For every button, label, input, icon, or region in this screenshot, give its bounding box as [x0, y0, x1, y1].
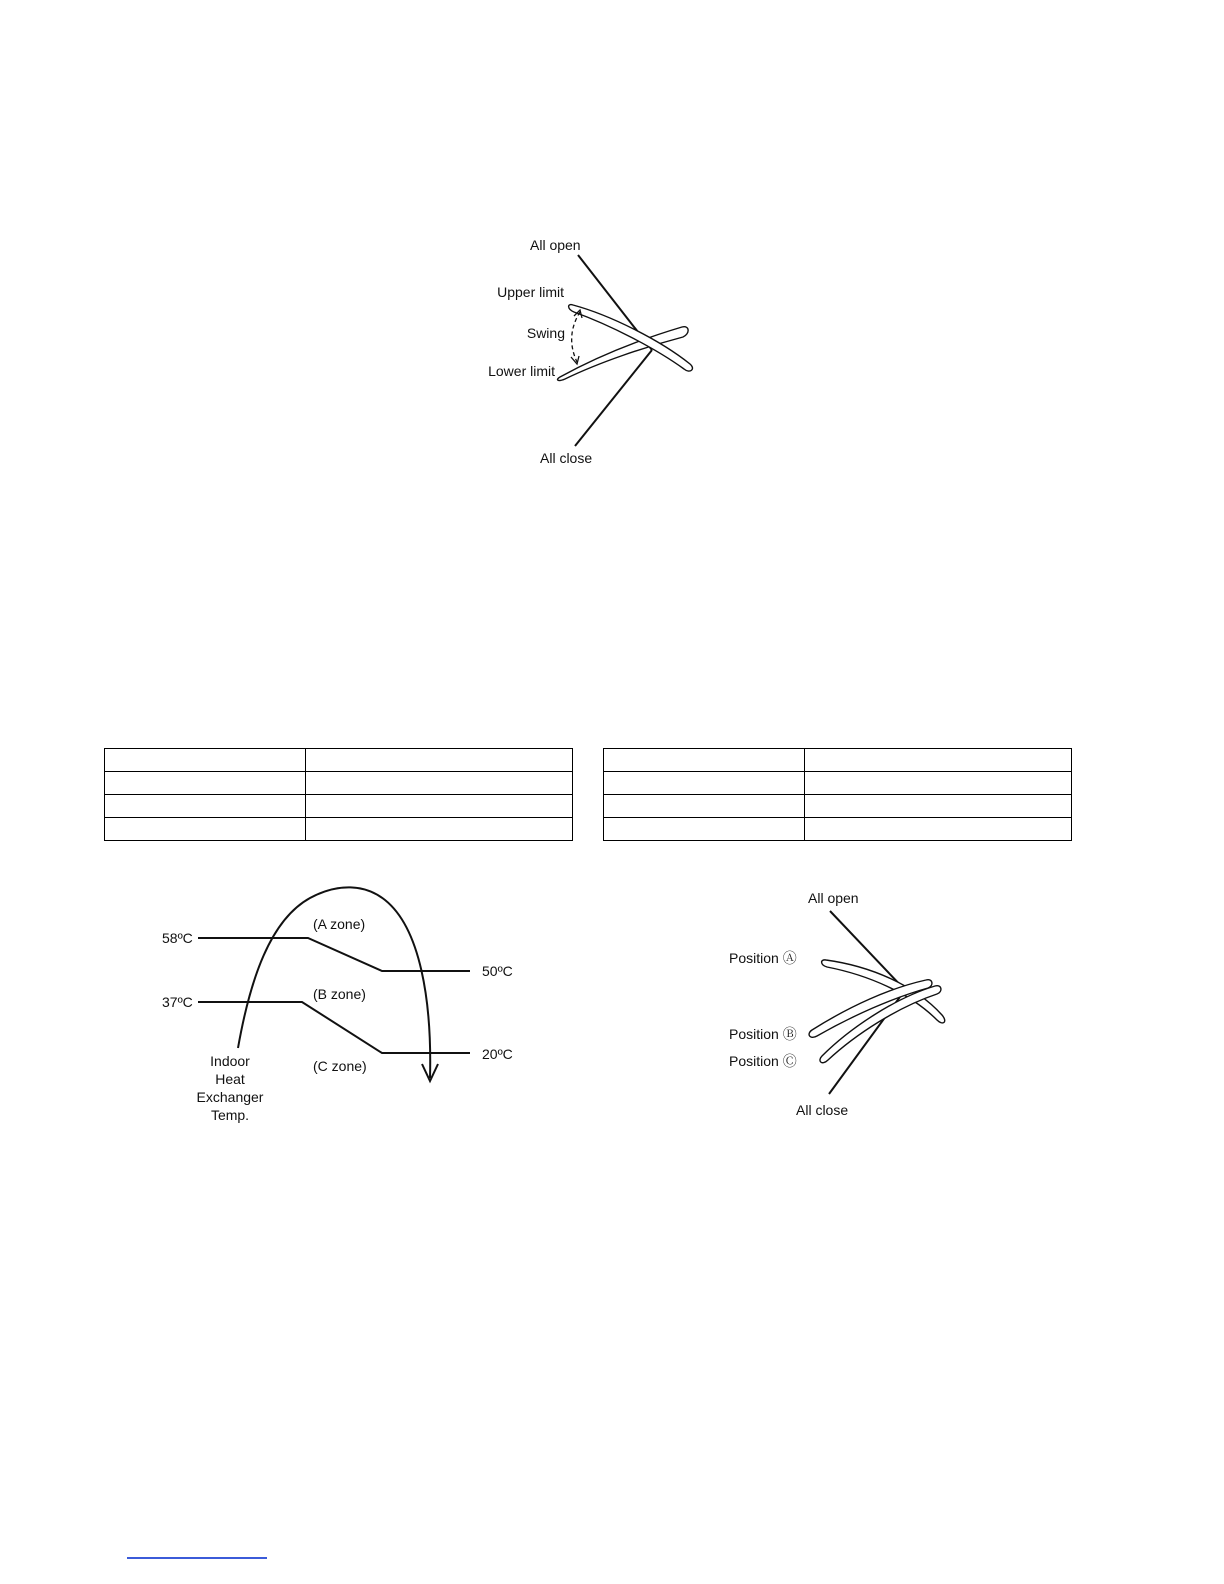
axis-label-line: Indoor: [210, 1053, 250, 1069]
temp-20-label: 20ºC: [482, 1046, 513, 1062]
axis-label-line: Exchanger: [196, 1089, 264, 1105]
axis-label-line: Heat: [215, 1071, 245, 1087]
all-open-label: All open: [808, 890, 859, 906]
lower-limit-label: Lower limit: [488, 363, 555, 379]
all-close-label: All close: [540, 450, 593, 466]
upper-limit-label: Upper limit: [497, 284, 564, 300]
all-open-label: All open: [530, 237, 581, 253]
zone-c-label: (C zone): [313, 1058, 367, 1074]
temp-50-label: 50ºC: [482, 963, 513, 979]
position-b-label: Position Ⓑ: [729, 1026, 797, 1042]
temp-37-label: 37ºC: [162, 994, 193, 1010]
all-close-label: All close: [796, 1102, 849, 1118]
position-b-vane: [809, 980, 932, 1038]
zone-b-label: (B zone): [313, 986, 366, 1002]
zone-a-label: (A zone): [313, 916, 366, 932]
position-a-label: Position Ⓐ: [729, 950, 797, 966]
axis-label-line: Temp.: [210, 1107, 250, 1123]
temp-58-label: 58ºC: [162, 930, 193, 946]
position-c-label: Position Ⓒ: [729, 1053, 797, 1069]
swing-label: Swing: [526, 325, 565, 341]
footer-rule: [127, 1557, 267, 1559]
